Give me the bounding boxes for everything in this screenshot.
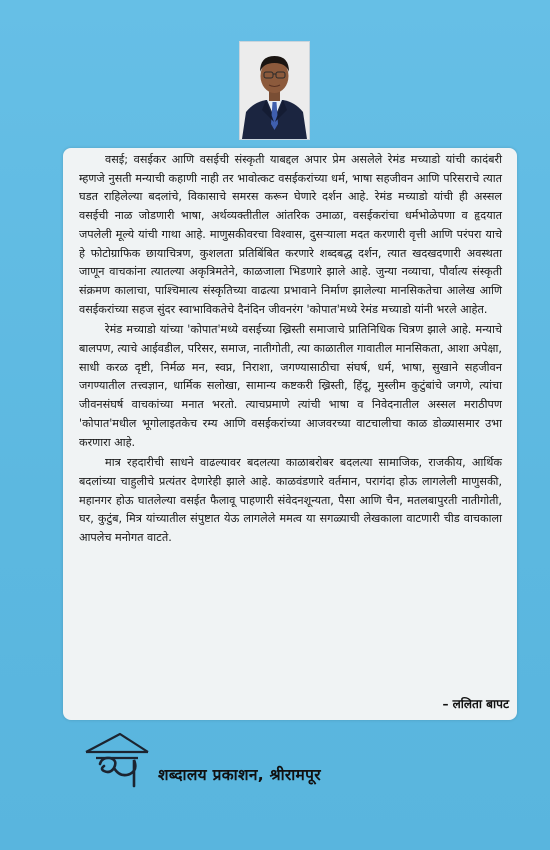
publisher-name: शब्दालय प्रकाशन, श्रीरामपूर — [158, 766, 321, 784]
author-photo — [239, 41, 310, 140]
publisher-logo-icon — [84, 730, 150, 790]
blurb-text — [79, 151, 502, 548]
blurb-paragraph-2: रेमंड मच्याडो यांच्या 'कोपात'मध्ये वसईच्या ख्रिस्ती समाजाचे प्रातिनिधिक चित्रण झाले आहे. मन्याचे बालपण, त्याचे आईवडील, परिसर, समाज, नातीगोती, त्या काळातील गावातील मानसिकता, आशा अपेक्षा, साधी करळ दृष्टी, निर्मळ मन, स्वप्न, निराशा, जगण्यासाठीचा संघर्ष, धर्म, भाषा, सुखाने सहजीवन जगण्यातील तत्त्वज्ञान, धार्मिक सलोखा, सामान्य कष्टकरी ख्रिस्ती, हिंदू, मुस्लीम कुटुंबांचे जगणे, त्यांचा जीवनसंघर्ष वाचकांच्या मनात भरतो. त्याचप्रमाणे त्यांची भाषा व निवेदनातील अस्सल मराठीपण 'कोपात'मधील भूगोलाइतकेच रम्य आणि वसईकरांच्या आजवरच्या वाटचालीचा काळ डोळ्यासमार उभा करणारा आहे. — [79, 323, 502, 449]
blurb-paragraph-1: वसई; वसईकर आणि वसईची संस्कृती याबद्दल अपार प्रेम असलेले रेमंड मच्याडो यांची कादंबरी म्हणजे नुसती मन्याची कहाणी नाही तर भावोत्कट वसईकरांच्या धर्म, भाषा सहजीवन आणि परिसराचे त्यात घडत राहिलेल्या बदलांचे, विकासाचे समरस करून घेणारे दर्शन आहे. रेमंड मच्याडो यांची ही अस्सल वसईची नाळ जोडणारी भाषा, अर्थव्यक्तीतील आंतरिक उमाळा, वसईकरांचा धर्मभोळेपणा व हृदयात जपलेली मूल्ये यांची गाथा आहे. माणुसकीवरचा विश्वास, दुसऱ्याला मदत करणारी वृत्ती आणि परंपरा याचे हे फोटोग्राफिक छायाचित्रण, कुशलता प्रतिबिंबित करणारे शब्दबद्ध दर्शन, त्यात खदखदणारी अवस्थता जाणून वाचकांना त्यातल्या अकृत्रिमतेने, काळजाला भिडणारे झाले आहे. जुन्या नव्याचा, पौर्वात्य संस्कृती संक्रमण कालाचा, पाश्चिमात्य संस्कृतिच्या वाढत्या प्रभावाने निर्माण झालेल्या मानसिकतेचा आलेख आणि वसईकरांच्या सहज सुंदर स्वाभाविकतेचे दैनंदिन जीवनरंग 'कोपात'मध्ये रेमंड मच्याडो यांनी भरले आहेत. — [79, 153, 502, 316]
author-portrait-image — [240, 42, 309, 139]
blurb-paragraph-3: मात्र रहदारीची साधने वाढल्यावर बदलत्या काळाबरोबर बदलत्या सामाजिक, राजकीय, आर्थिक बदलांच्या चाहुलीचे प्रत्यंतर देणारेही झाले आहे. काळवंडणारे वर्तमान, परागंदा होऊ लागलेली माणुसकी, महानगर होऊ घातलेल्या वसईत फैलावू पाहणारी संवेदनशून्यता, पैसा आणि चैन, मतलबापुरती नातीगोती, घर, कुटुंब, मित्र यांच्यातील संपुष्टात येऊ लागलेले ममत्व या सगळ्याची लेखकाला वाटणारी चीड वाचकाला आपलेच मनोगत वाटते. — [79, 456, 502, 545]
blurb-signature: – ललिता बापट — [442, 697, 509, 711]
